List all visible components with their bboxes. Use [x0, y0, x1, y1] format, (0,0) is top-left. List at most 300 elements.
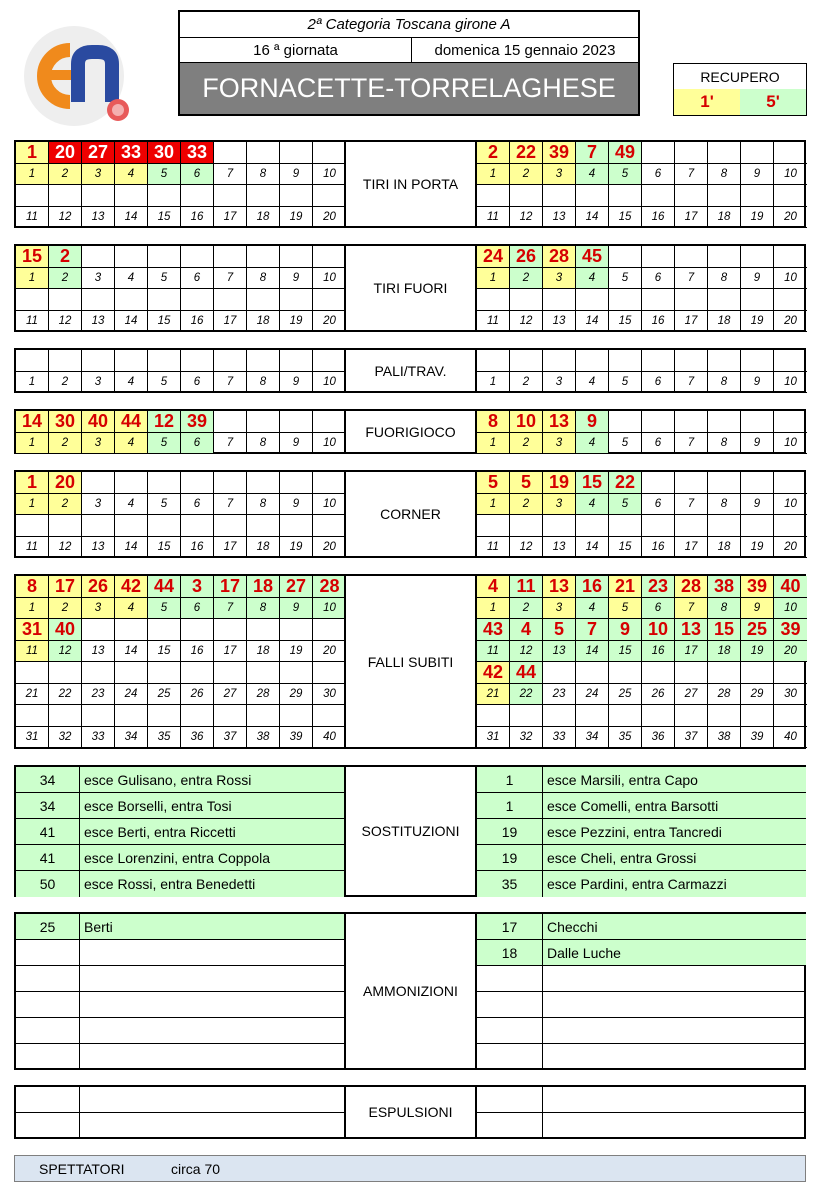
list-text: esce Borselli, entra Tosi — [80, 793, 344, 819]
list-text: esce Pezzini, entra Tancredi — [543, 819, 806, 845]
minute-cell — [247, 289, 280, 311]
stat-tiri-in-porta — [14, 140, 806, 228]
slot-number: 22 — [49, 684, 82, 705]
minute-cell: 39 — [181, 411, 214, 433]
slot-number: 25 — [609, 684, 642, 705]
minute-cell: 3 — [181, 576, 214, 598]
list-text: esce Cheli, entra Grossi — [543, 845, 806, 871]
minute-cell: 26 — [82, 576, 115, 598]
slot-number: 9 — [280, 372, 313, 393]
minute-cell — [181, 350, 214, 372]
slot-number: 2 — [510, 433, 543, 454]
minute-cell: 24 — [477, 246, 510, 268]
minute-cell — [280, 246, 313, 268]
minute-cell: 38 — [708, 576, 741, 598]
slot-number: 34 — [576, 727, 609, 748]
minute-cell — [115, 350, 148, 372]
slot-number: 2 — [49, 598, 82, 619]
minute-cell — [642, 515, 675, 537]
minute-cell — [477, 289, 510, 311]
slot-number: 6 — [642, 598, 675, 619]
list-text: Berti — [80, 914, 344, 940]
minute-cell — [774, 411, 807, 433]
slot-number: 4 — [115, 268, 148, 289]
list-minute: 19 — [477, 845, 543, 871]
minute-cell — [148, 185, 181, 207]
slot-number: 1 — [16, 372, 49, 393]
slot-number: 3 — [82, 598, 115, 619]
slot-number: 7 — [675, 268, 708, 289]
minute-cell: 1 — [16, 142, 49, 164]
list-text: esce Rossi, entra Benedetti — [80, 871, 344, 897]
slot-number: 10 — [774, 598, 807, 619]
minute-cell — [741, 142, 774, 164]
minute-cell — [214, 289, 247, 311]
minute-cell: 39 — [543, 142, 576, 164]
slot-number: 6 — [181, 372, 214, 393]
minute-cell — [148, 246, 181, 268]
minute-cell: 10 — [510, 411, 543, 433]
list-minute: 34 — [16, 767, 80, 793]
minute-cell — [741, 411, 774, 433]
minute-cell: 12 — [148, 411, 181, 433]
slot-number: 1 — [16, 494, 49, 515]
recupero-label: RECUPERO — [674, 64, 806, 90]
list-minute — [477, 966, 543, 992]
minute-cell: 25 — [741, 619, 774, 641]
list-minute — [16, 1018, 80, 1044]
minute-cell: 30 — [49, 411, 82, 433]
slot-number: 9 — [280, 433, 313, 454]
slot-number: 11 — [477, 641, 510, 662]
slot-number: 11 — [477, 207, 510, 228]
minute-cell — [16, 515, 49, 537]
minute-cell — [477, 515, 510, 537]
slot-number: 10 — [774, 372, 807, 393]
slot-number: 1 — [477, 433, 510, 454]
minute-cell — [510, 705, 543, 727]
minute-cell: 8 — [16, 576, 49, 598]
minute-cell — [49, 705, 82, 727]
minute-cell — [49, 185, 82, 207]
minute-cell — [214, 662, 247, 684]
minute-cell — [510, 350, 543, 372]
minute-cell — [313, 515, 346, 537]
slot-number: 20 — [774, 537, 807, 558]
slot-number: 31 — [477, 727, 510, 748]
slot-number: 7 — [214, 372, 247, 393]
espulsioni-away-list — [477, 1087, 806, 1139]
list-text — [80, 1087, 344, 1113]
sostituzioni-home-list — [16, 767, 344, 897]
minute-cell — [510, 289, 543, 311]
minute-cell: 4 — [510, 619, 543, 641]
minute-cell: 27 — [82, 142, 115, 164]
minute-cell — [642, 662, 675, 684]
list-text: Checchi — [543, 914, 806, 940]
slot-number: 23 — [82, 684, 115, 705]
slot-number: 4 — [115, 372, 148, 393]
ammonizioni-table — [14, 912, 806, 1070]
list-minute — [477, 992, 543, 1018]
minute-cell — [675, 289, 708, 311]
slot-number: 4 — [576, 268, 609, 289]
slot-number: 15 — [148, 311, 181, 332]
slot-number: 29 — [280, 684, 313, 705]
slot-number: 8 — [247, 494, 280, 515]
fuorigioco-away-grid — [477, 411, 807, 454]
minute-cell — [675, 472, 708, 494]
slot-number: 6 — [181, 164, 214, 185]
list-minute: 1 — [477, 767, 543, 793]
list-text — [543, 966, 806, 992]
minute-cell — [774, 246, 807, 268]
slot-number: 3 — [543, 433, 576, 454]
tiri-in-porta-away-grid — [477, 142, 807, 228]
minute-cell: 11 — [510, 576, 543, 598]
minute-cell — [280, 411, 313, 433]
slot-number: 18 — [708, 641, 741, 662]
minute-cell — [247, 142, 280, 164]
slot-number: 19 — [280, 207, 313, 228]
minute-cell: 10 — [642, 619, 675, 641]
pali-home-grid — [16, 350, 346, 393]
minute-cell — [675, 350, 708, 372]
minute-cell — [313, 289, 346, 311]
stat-falli-subiti — [14, 574, 806, 749]
minute-cell: 31 — [16, 619, 49, 641]
minute-cell — [214, 472, 247, 494]
minute-cell: 2 — [477, 142, 510, 164]
list-minute: 17 — [477, 914, 543, 940]
slot-number: 1 — [477, 598, 510, 619]
slot-number: 8 — [708, 433, 741, 454]
slot-number: 9 — [741, 494, 774, 515]
minute-cell — [49, 515, 82, 537]
minute-cell: 18 — [247, 576, 280, 598]
slot-number: 19 — [741, 311, 774, 332]
minute-cell: 14 — [16, 411, 49, 433]
slot-number: 17 — [214, 207, 247, 228]
minute-cell: 9 — [576, 411, 609, 433]
minute-cell — [115, 472, 148, 494]
slot-number: 9 — [741, 164, 774, 185]
slot-number: 15 — [609, 311, 642, 332]
minute-cell — [543, 705, 576, 727]
minute-cell — [16, 185, 49, 207]
minute-cell: 42 — [477, 662, 510, 684]
slot-number: 5 — [148, 494, 181, 515]
minute-cell — [576, 515, 609, 537]
minute-cell — [708, 350, 741, 372]
minute-cell — [741, 515, 774, 537]
minute-cell — [214, 411, 247, 433]
slot-number: 7 — [214, 164, 247, 185]
slot-number: 13 — [82, 207, 115, 228]
slot-number: 33 — [543, 727, 576, 748]
minute-cell: 28 — [675, 576, 708, 598]
slot-number: 23 — [543, 684, 576, 705]
minute-cell — [280, 662, 313, 684]
slot-number: 14 — [115, 537, 148, 558]
minute-cell — [115, 662, 148, 684]
minute-cell — [477, 350, 510, 372]
slot-number: 15 — [148, 641, 181, 662]
slot-number: 20 — [774, 311, 807, 332]
slot-number: 20 — [313, 311, 346, 332]
list-minute: 19 — [477, 819, 543, 845]
slot-number: 25 — [148, 684, 181, 705]
list-minute — [16, 1087, 80, 1113]
minute-cell — [82, 350, 115, 372]
minute-cell — [675, 705, 708, 727]
minute-cell: 5 — [477, 472, 510, 494]
slot-number: 9 — [741, 268, 774, 289]
list-minute: 34 — [16, 793, 80, 819]
minute-cell — [708, 662, 741, 684]
minute-cell — [148, 472, 181, 494]
slot-number: 13 — [543, 311, 576, 332]
minute-cell — [543, 662, 576, 684]
slot-number: 18 — [708, 207, 741, 228]
minute-cell — [741, 185, 774, 207]
slot-number: 20 — [313, 207, 346, 228]
minute-cell: 21 — [609, 576, 642, 598]
falli-subiti-label: FALLI SUBITI — [344, 576, 477, 747]
list-text: esce Gulisano, entra Rossi — [80, 767, 344, 793]
slot-number: 10 — [774, 268, 807, 289]
slot-number: 3 — [543, 372, 576, 393]
slot-number: 8 — [708, 494, 741, 515]
slot-number: 21 — [477, 684, 510, 705]
match-date: domenica 15 gennaio 2023 — [412, 38, 638, 63]
slot-number: 35 — [609, 727, 642, 748]
minute-cell: 49 — [609, 142, 642, 164]
competition-title: 2ª Categoria Toscana girone A — [180, 12, 638, 38]
slot-number: 16 — [181, 537, 214, 558]
slot-number: 15 — [609, 207, 642, 228]
minute-cell — [214, 705, 247, 727]
slot-number: 15 — [609, 537, 642, 558]
recupero-box — [673, 63, 807, 116]
slot-number: 4 — [115, 494, 148, 515]
minute-cell: 40 — [774, 576, 807, 598]
slot-number: 27 — [214, 684, 247, 705]
slot-number: 13 — [543, 537, 576, 558]
list-text — [543, 1087, 806, 1113]
minute-cell — [741, 246, 774, 268]
slot-number: 16 — [181, 641, 214, 662]
slot-number: 28 — [247, 684, 280, 705]
slot-number: 8 — [708, 372, 741, 393]
minute-cell — [576, 705, 609, 727]
slot-number: 1 — [477, 268, 510, 289]
slot-number: 10 — [774, 494, 807, 515]
minute-cell — [247, 619, 280, 641]
slot-number: 10 — [313, 598, 346, 619]
minute-cell: 26 — [510, 246, 543, 268]
slot-number: 14 — [115, 207, 148, 228]
slot-number: 15 — [148, 207, 181, 228]
slot-number: 15 — [148, 537, 181, 558]
minute-cell — [214, 142, 247, 164]
espulsioni-label: ESPULSIONI — [344, 1087, 477, 1137]
minute-cell — [708, 705, 741, 727]
slot-number: 35 — [148, 727, 181, 748]
minute-cell: 7 — [576, 619, 609, 641]
slot-number: 14 — [576, 641, 609, 662]
minute-cell — [49, 350, 82, 372]
slot-number: 4 — [115, 598, 148, 619]
minute-cell — [576, 185, 609, 207]
slot-number: 6 — [181, 268, 214, 289]
slot-number: 10 — [313, 372, 346, 393]
list-text — [80, 940, 344, 966]
slot-number: 14 — [115, 641, 148, 662]
minute-cell — [181, 619, 214, 641]
minute-cell — [741, 472, 774, 494]
slot-number: 20 — [774, 641, 807, 662]
minute-cell — [642, 185, 675, 207]
slot-number: 14 — [115, 311, 148, 332]
corner-home-grid — [16, 472, 346, 558]
minute-cell — [181, 246, 214, 268]
slot-number: 36 — [642, 727, 675, 748]
ammonizioni-home-list — [16, 914, 344, 1070]
minute-cell — [148, 662, 181, 684]
slot-number: 3 — [82, 494, 115, 515]
slot-number: 3 — [543, 598, 576, 619]
corner-away-grid — [477, 472, 807, 558]
slot-number: 32 — [510, 727, 543, 748]
minute-cell — [280, 515, 313, 537]
slot-number: 5 — [148, 268, 181, 289]
slot-number: 5 — [609, 433, 642, 454]
slot-number: 8 — [247, 372, 280, 393]
minute-cell: 17 — [214, 576, 247, 598]
minute-cell: 33 — [181, 142, 214, 164]
minute-cell — [774, 705, 807, 727]
minute-cell: 30 — [148, 142, 181, 164]
minute-cell — [181, 185, 214, 207]
minute-cell — [16, 289, 49, 311]
minute-cell: 9 — [609, 619, 642, 641]
minute-cell — [49, 289, 82, 311]
slot-number: 2 — [49, 268, 82, 289]
slot-number: 18 — [247, 537, 280, 558]
slot-number: 10 — [313, 164, 346, 185]
list-text — [543, 992, 806, 1018]
espulsioni-home-list — [16, 1087, 344, 1139]
minute-cell — [280, 289, 313, 311]
minute-cell — [609, 185, 642, 207]
slot-number: 32 — [49, 727, 82, 748]
minute-cell: 45 — [576, 246, 609, 268]
minute-cell — [510, 185, 543, 207]
slot-number: 1 — [477, 494, 510, 515]
minute-cell: 7 — [576, 142, 609, 164]
minute-cell: 44 — [115, 411, 148, 433]
slot-number: 7 — [214, 268, 247, 289]
slot-number: 27 — [675, 684, 708, 705]
minute-cell: 13 — [675, 619, 708, 641]
slot-number: 1 — [16, 164, 49, 185]
minute-cell — [82, 515, 115, 537]
minute-cell — [82, 185, 115, 207]
minute-cell — [576, 350, 609, 372]
slot-number: 16 — [642, 537, 675, 558]
minute-cell — [313, 619, 346, 641]
slot-number: 12 — [49, 641, 82, 662]
list-minute: 1 — [477, 793, 543, 819]
minute-cell — [313, 472, 346, 494]
slot-number: 12 — [49, 311, 82, 332]
slot-number: 8 — [708, 598, 741, 619]
minute-cell — [181, 472, 214, 494]
minute-cell: 42 — [115, 576, 148, 598]
list-text — [80, 992, 344, 1018]
pali-away-grid — [477, 350, 807, 393]
list-text — [80, 1044, 344, 1070]
slot-number: 6 — [642, 268, 675, 289]
slot-number: 5 — [148, 598, 181, 619]
slot-number: 6 — [642, 494, 675, 515]
list-minute — [16, 992, 80, 1018]
minute-cell — [708, 515, 741, 537]
slot-number: 5 — [148, 433, 181, 454]
minute-cell: 39 — [741, 576, 774, 598]
stat-pali — [14, 348, 806, 393]
minute-cell: 2 — [49, 246, 82, 268]
minute-cell: 4 — [477, 576, 510, 598]
minute-cell: 27 — [280, 576, 313, 598]
minute-cell: 39 — [774, 619, 807, 641]
minute-cell — [774, 289, 807, 311]
slot-number: 18 — [708, 311, 741, 332]
slot-number: 31 — [16, 727, 49, 748]
list-text: esce Pardini, entra Carmazzi — [543, 871, 806, 897]
minute-cell — [247, 662, 280, 684]
minute-cell — [16, 350, 49, 372]
slot-number: 18 — [247, 207, 280, 228]
minute-cell — [477, 705, 510, 727]
minute-cell — [148, 289, 181, 311]
slot-number: 9 — [280, 598, 313, 619]
minute-cell — [543, 350, 576, 372]
minute-cell — [247, 350, 280, 372]
slot-number: 5 — [609, 494, 642, 515]
slot-number: 6 — [642, 372, 675, 393]
minute-cell — [609, 289, 642, 311]
minute-cell — [642, 705, 675, 727]
sostituzioni-away-list — [477, 767, 806, 897]
slot-number: 38 — [708, 727, 741, 748]
minute-cell — [675, 662, 708, 684]
slot-number: 12 — [510, 641, 543, 662]
minute-cell — [741, 662, 774, 684]
slot-number: 40 — [774, 727, 807, 748]
slot-number: 2 — [510, 598, 543, 619]
minute-cell — [148, 619, 181, 641]
minute-cell — [313, 411, 346, 433]
slot-number: 13 — [543, 641, 576, 662]
slot-number: 4 — [576, 433, 609, 454]
slot-number: 5 — [609, 598, 642, 619]
minute-cell: 40 — [82, 411, 115, 433]
slot-number: 9 — [280, 268, 313, 289]
minute-cell: 15 — [16, 246, 49, 268]
minute-cell — [280, 472, 313, 494]
